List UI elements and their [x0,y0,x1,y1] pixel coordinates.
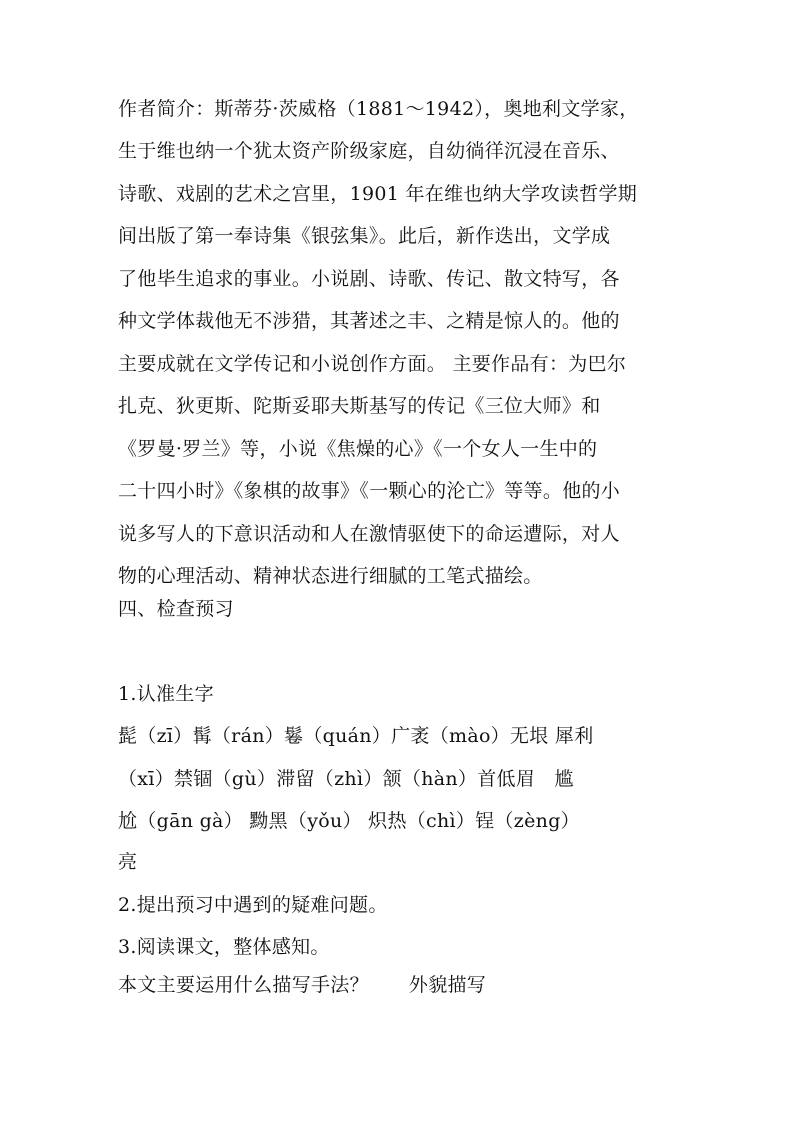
author-intro-line-9: 《罗曼·罗兰》等，小说《焦燥的心》《一个女人一生中的 [118,438,598,460]
author-intro-line-5: 了他毕生追求的事业。小说剧、诗歌、传记、散文特写，各 [118,268,620,290]
task-questions: 2.提出预习中遇到的疑难问题。 [118,894,388,916]
question-text: 本文主要运用什么描写手法？ [118,974,369,996]
author-intro-line-3: 诗歌、戏剧的艺术之宫里，1901 年在维也纳大学攻读哲学期 [118,183,638,205]
vocabulary-line-4: 亮 [118,851,138,873]
subheading-vocabulary: 1.认准生字 [118,683,214,705]
section-heading: 四、检查预习 [118,598,234,620]
vocabulary-line-3: 尬（gān gà） 黝黑（yǒu） 炽热（chì）锃（zèng） [118,810,580,832]
author-intro-line-2: 生于维也纳一个犹太资产阶级家庭，自幼徜徉沉浸在音乐、 [118,140,620,162]
author-intro-line-6: 种文学体裁他无不涉猎，其著述之丰、之精是惊人的。他的 [118,310,620,332]
answer-text: 外貌描写 [408,974,487,996]
author-intro-line-11: 说多写人的下意识活动和人在激情驱使下的命运遭际，对人 [118,523,620,545]
author-intro-line-12: 物的心理活动、精神状态进行细腻的工笔式描绘。 [118,565,543,587]
task-reading: 3.阅读课文，整体感知。 [118,936,330,958]
author-intro-line-4: 间出版了第一奉诗集《银弦集》。此后，新作迭出，文学成 [118,225,611,247]
vocabulary-line-1: 髭（zī）髯（rán）鬈（quán）广袤（mào）无垠 犀利 [118,725,594,747]
author-intro-line-7: 主要成就在文学传记和小说创作方面。 主要作品有：为巴尔 [118,353,627,375]
author-intro-line-10: 二十四小时》《象棋的故事》《一颗心的沦亡》等等。他的小 [118,480,621,502]
author-intro-line-1: 作者简介：斯蒂芬·茨威格（1881～1942），奥地利文学家， [118,98,639,120]
author-intro-line-8: 扎克、狄更斯、陀斯妥耶夫斯基写的传记《三位大师》和 [118,395,601,417]
vocabulary-line-2: （xī）禁锢（gù）滞留（zhì）颔（hàn）首低眉 尴 [118,768,574,790]
question-line [118,972,698,998]
